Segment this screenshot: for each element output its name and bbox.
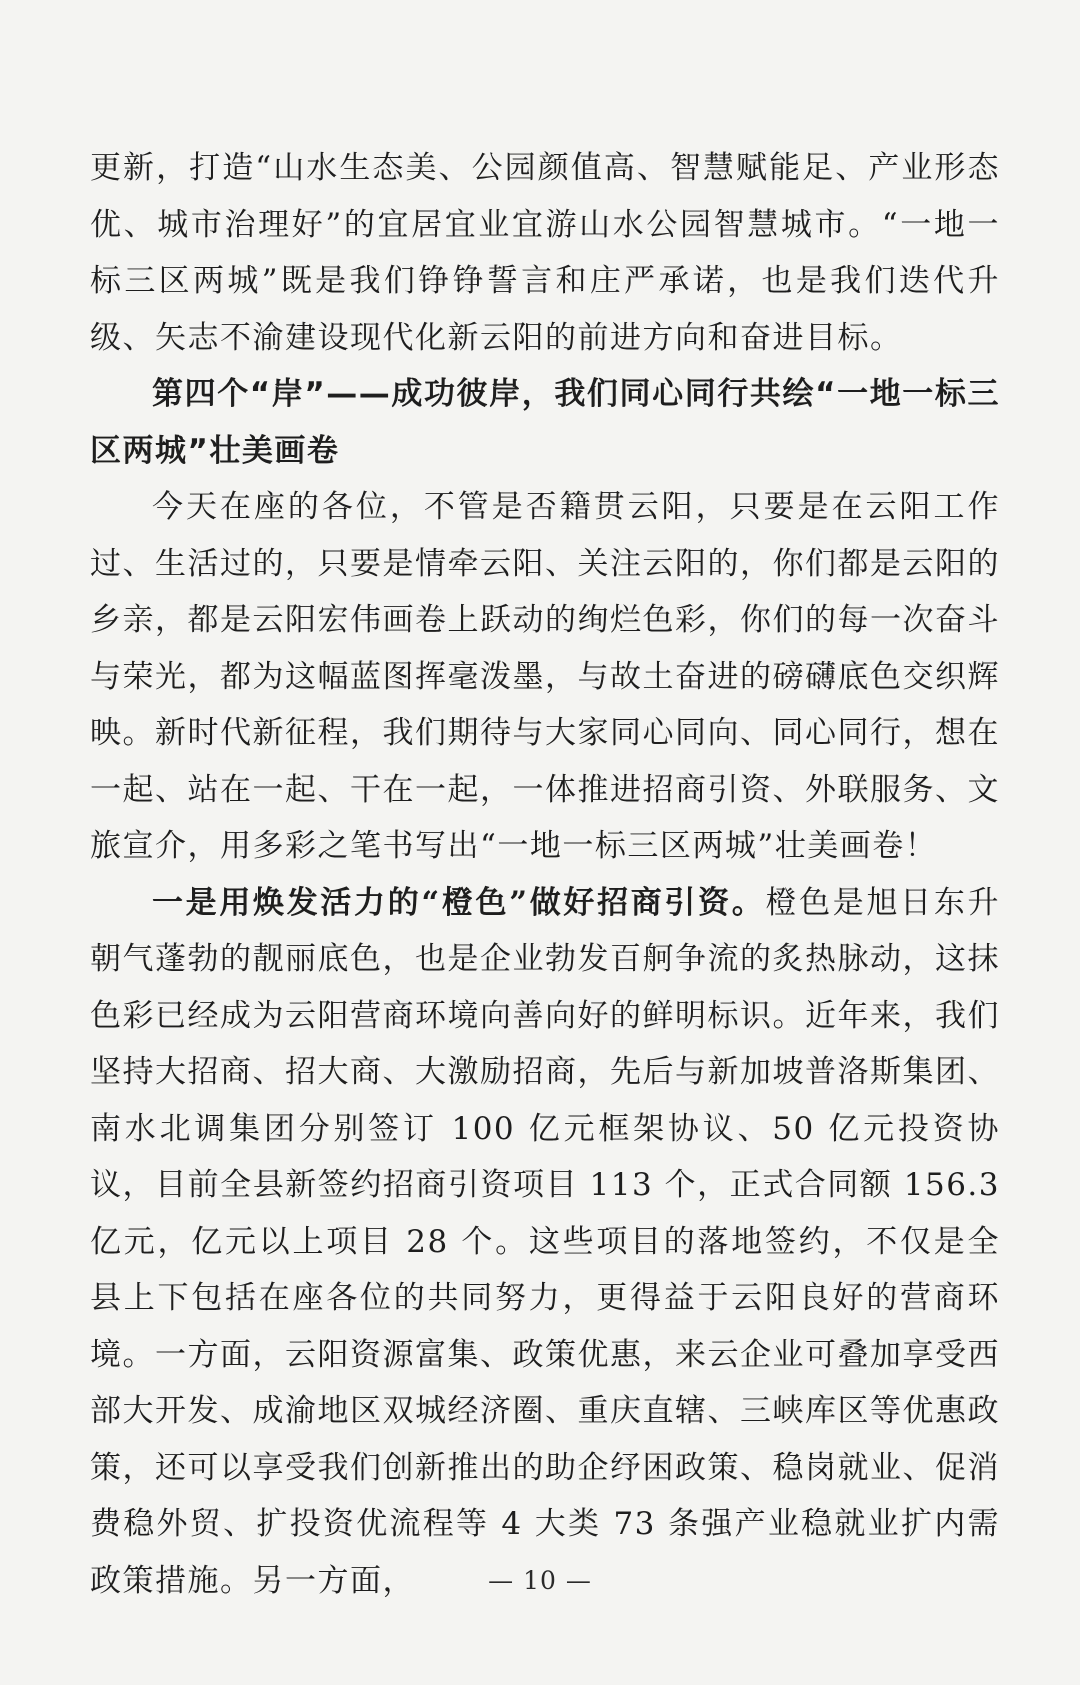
section-heading: 第四个“岸”——成功彼岸，我们同心同行共绘“一地一标三区两城”壮美画卷 bbox=[90, 376, 1000, 469]
paragraph-body: 橙色是旭日东升朝气蓬勃的靓丽底色，也是企业勃发百舸争流的炙热脉动，这抹色彩已经成为云阳营商环境向善向好的鲜明标识。近年来，我们坚持大招商、招大商、大激励招商，先后与新加坡普洛斯集团、南水北调集团分别签订 100 亿元框架协议、50 亿元投资协议，目前全县新签约招商引资项目 113 个，正式合同额 156.3 亿元，亿元以上项目 28 个。这些项目的落地签约，不仅是全县上下包括在座各位的共同努力，更得益于云阳良好的营商环境。一方面，云阳资源富集、政策优惠，来云企业可叠加享受西部大开发、成渝地区双城经济圈、重庆直辖、三峡库区等优惠政策，还可以享受我们创新推出的助企纾困政策、稳岗就业、促消费稳外贸、扩投资优流程等 4 大类 73 条强产业稳就业扩内需政策措施。另一方面， bbox=[90, 884, 1000, 1599]
paragraph-orange bbox=[90, 875, 1000, 1610]
page-number: — 10 — bbox=[488, 1566, 592, 1595]
body-text bbox=[90, 140, 1000, 1609]
paragraph-continuation: 更新，打造“山水生态美、公园颜值高、智慧赋能足、产业形态优、城市治理好”的宜居宜业宜游山水公园智慧城市。“一地一标三区两城”既是我们铮铮誓言和庄严承诺，也是我们迭代升级、矢志不渝建设现代化新云阳的前进方向和奋进目标。 bbox=[90, 150, 1000, 356]
paragraph-lead: 一是用焕发活力的“橙色”做好招商引资。 bbox=[152, 884, 766, 921]
paragraph-intro: 今天在座的各位，不管是否籍贯云阳，只要是在云阳工作过、生活过的，只要是情牵云阳、关注云阳的，你们都是云阳的乡亲，都是云阳宏伟画卷上跃动的绚烂色彩，你们的每一次奋斗与荣光，都为这幅蓝图挥毫泼墨，与故土奋进的磅礴底色交织辉映。新时代新征程，我们期待与大家同心同向、同心同行，想在一起、站在一起、干在一起，一体推进招商引资、外联服务、文旅宣介，用多彩之笔书写出“一地一标三区两城”壮美画卷！ bbox=[90, 489, 1000, 864]
